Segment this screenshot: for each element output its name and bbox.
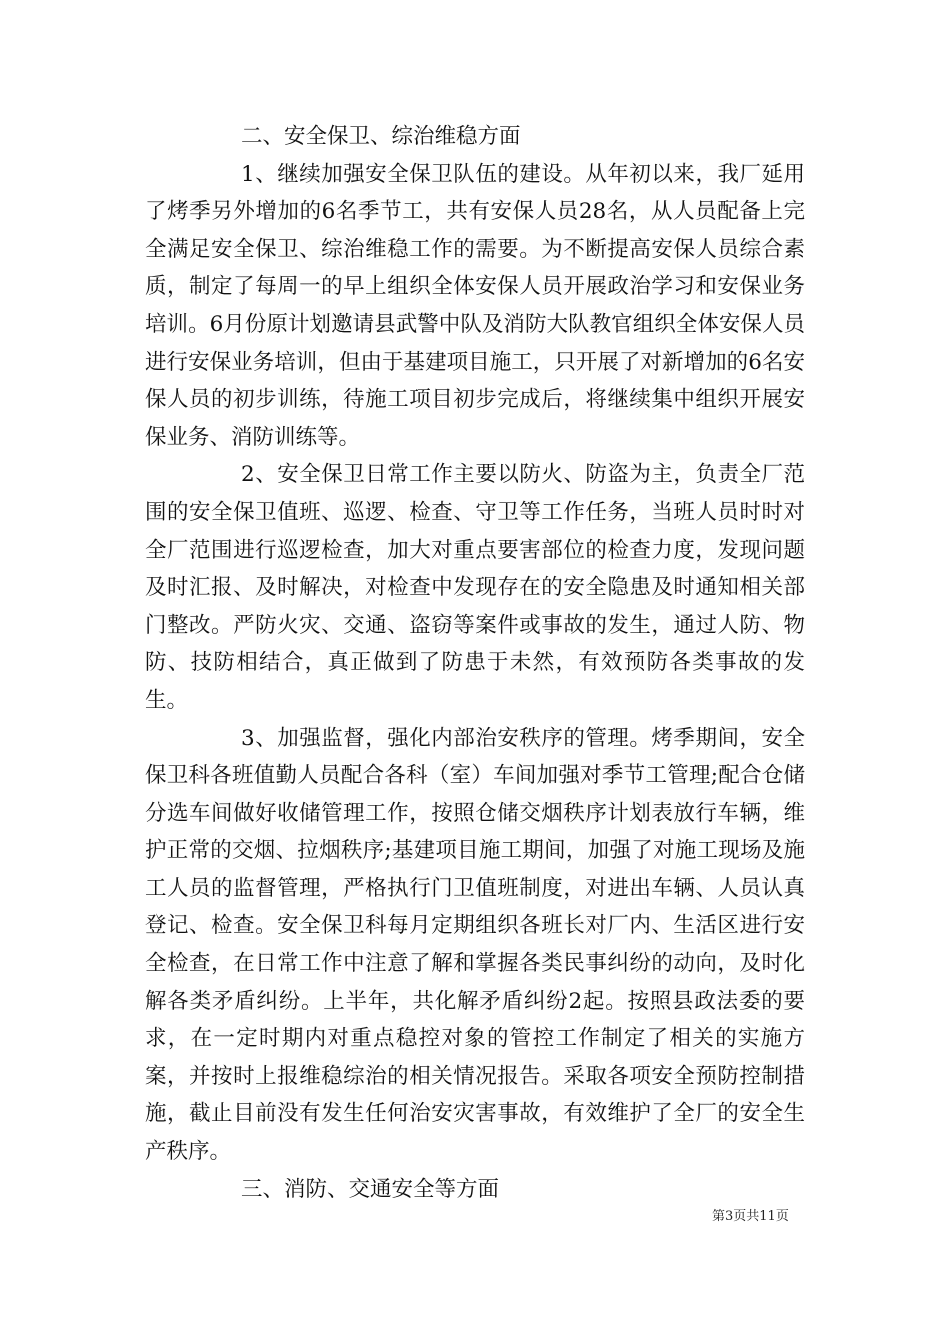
paragraph-1: 1、继续加强安全保卫队伍的建设。从年初以来，我厂延用了烤季另外增加的6名季节工，共有安保人员28名，从人员配备上完全满足安全保卫、综治维稳工作的需要。为不断提高安保人员综合素质，制定了每周一的早上组织全体安保人员开展政治学习和安保业务培训。6月份原计划邀请县武警中队及消防大队教官组织全体安保人员进行安保业务培训，但由于基建项目施工，只开展了对新增加的6名安保人员的初步训练，待施工项目初步完成后，将继续集中组织开展安保业务、消防训练等。 xyxy=(145,161,805,450)
section-heading-3: 三、消防、交通安全等方面 xyxy=(241,1176,500,1202)
document-body xyxy=(145,118,805,1208)
paragraph-3: 3、加强监督，强化内部治安秩序的管理。烤季期间，安全保卫科各班值勤人员配合各科（室）车间加强对季节工管理;配合仓储分选车间做好收储管理工作，按照仓储交烟秩序计划表放行车辆，维护正常的交烟、拉烟秩序;基建项目施工期间，加强了对施工现场及施工人员的监督管理，严格执行门卫值班制度，对进出车辆、人员认真登记、检查。安全保卫科每月定期组织各班长对厂内、生活区进行安全检查，在日常工作中注意了解和掌握各类民事纠纷的动向，及时化解各类矛盾纠纷。上半年，共化解矛盾纠纷2起。按照县政法委的要求，在一定时期内对重点稳控对象的管控工作制定了相关的实施方案，并按时上报维稳综治的相关情况报告。采取各项安全预防控制措施，截止目前没有发生任何治安灾害事故，有效维护了全厂的安全生产秩序。 xyxy=(145,725,805,1165)
paragraph-2: 2、安全保卫日常工作主要以防火、防盗为主，负责全厂范围的安全保卫值班、巡逻、检查、守卫等工作任务，当班人员时时对全厂范围进行巡逻检查，加大对重点要害部位的检查力度，发现问题及时汇报、及时解决，对检查中发现存在的安全隐患及时通知相关部门整改。严防火灾、交通、盗窃等案件或事故的发生，通过人防、物防、技防相结合，真正做到了防患于未然，有效预防各类事故的发生。 xyxy=(145,462,805,713)
section-heading-2: 二、安全保卫、综治维稳方面 xyxy=(241,124,521,149)
page-number-footer: 第3页共11页 xyxy=(712,1209,789,1224)
